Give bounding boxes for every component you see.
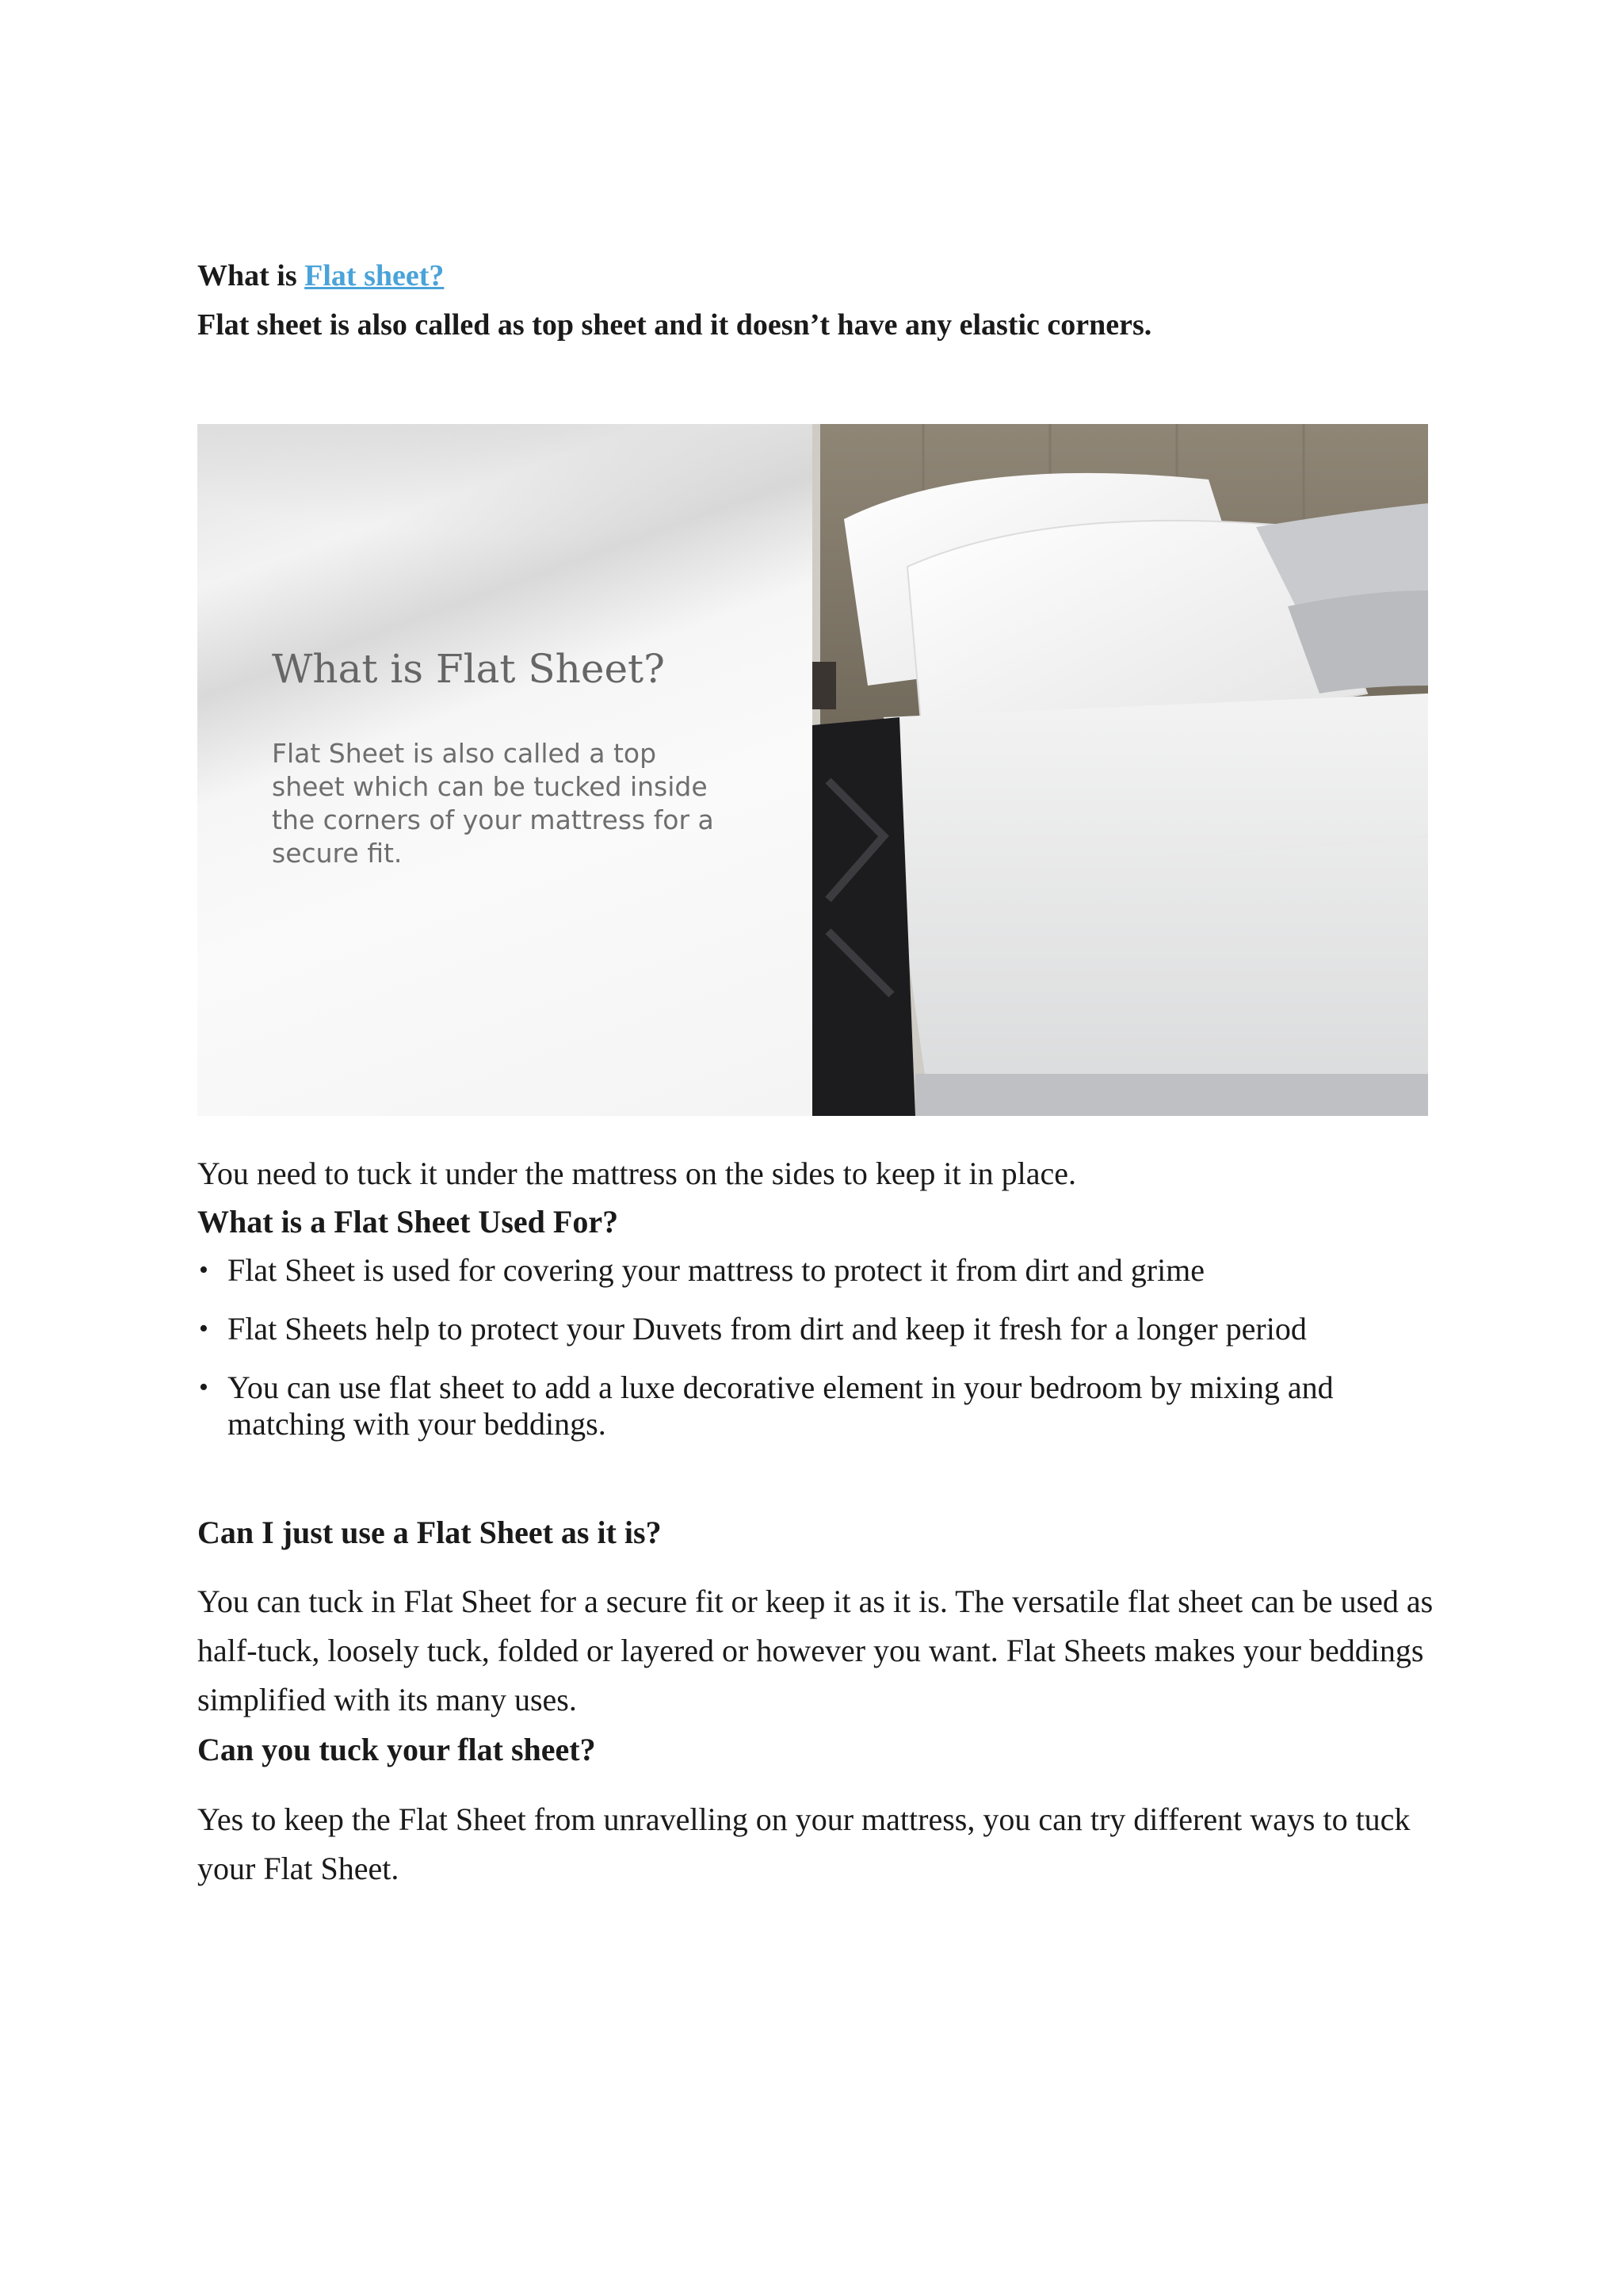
bed-photo [812,424,1428,1116]
hero-image [197,424,1428,1116]
list-item-text: You can use flat sheet to add a luxe decorative element in your bedroom by mixing and matching with your beddings. [227,1370,1334,1442]
silk-fabric-panel [197,424,812,1116]
bullet-icon: • [199,1373,208,1402]
bullet-icon: • [199,1314,208,1343]
used-for-list [197,1252,1434,1465]
list-item [197,1252,1434,1289]
flat-sheet-link[interactable]: Flat sheet? [304,259,445,292]
intro-question-prefix: What is [197,259,305,292]
tuck-heading: Can you tuck your flat sheet? [197,1732,596,1767]
as-is-paragraph: You can tuck in Flat Sheet for a secure fit or keep it as it is. The versatile flat sheet can be used as half-tuck, loosely tuck, folded or layered or however you want. Flat Sheets makes your beddings simplified with its many uses. [197,1584,1434,1717]
list-item [197,1370,1434,1442]
bed-illustration [812,424,1428,1116]
hero-image-title: What is Flat Sheet? [272,646,665,692]
list-item-text: Flat Sheets help to protect your Duvets from dirt and keep it fresh for a longer period [227,1311,1307,1347]
intro-answer: Flat sheet is also called as top sheet and it doesn’t have any elastic corners. [197,308,1152,342]
list-item [197,1311,1434,1347]
as-is-heading: Can I just use a Flat Sheet as it is? [197,1515,662,1550]
tuck-note: You need to tuck it under the mattress on the sides to keep it in place. [197,1156,1077,1191]
list-item-text: Flat Sheet is used for covering your mattress to protect it from dirt and grime [227,1252,1205,1288]
intro-question [197,258,444,294]
tuck-paragraph: Yes to keep the Flat Sheet from unravelling on your mattress, you can try different ways to tuck your Flat Sheet. [197,1801,1411,1886]
hero-image-description: Flat Sheet is also called a top sheet which can be tucked inside the corners of your mattress for a secure fit. [272,738,714,869]
used-for-heading: What is a Flat Sheet Used For? [197,1204,619,1240]
bullet-icon: • [199,1255,208,1285]
